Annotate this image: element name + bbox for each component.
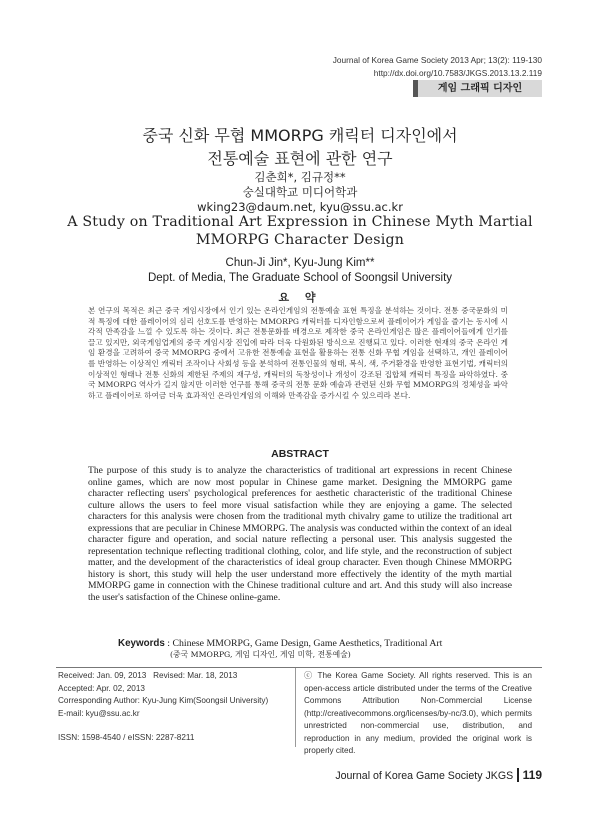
korean-summary: 본 연구의 목적은 최근 중국 게임시장에서 인기 있는 온라인게임의 전통예술 표현 특징을 분석하는 것이다. 전통 중국문화의 미적 특징에 대한 플레이어의 심리 선호도를 반영하는 MMORPG 캐릭터를 디자인함으로써 플레이어가 게임을 즐기는 동시에 시각적 만족감을 느낄 수 있도록 하는 것이다. 최근 전통문화를 배경으로 제작한 중국 온라인게임은 많은 플레이어들에게 인기를 끌고 있지만, 외국게임업계의 중국 게임시장 진입에 따라 더욱 다원화된 방식으로 진행되고 있다. 이러한 현재의 중국 온라인 게임 환경을 고려하여 중국 MMORPG 중에서 고유한 전통예술 표현을 활용하는 전통 신화 무협 게임을 선택하고, 개인 플레이어를 반영하는 이상적인 캐릭터 조작이나 사회성 등을 분석하여 전통인물의 형태, 복식, 색, 주거환경을 반영한 표현기법, 캐릭터의 이상적인 형태나 전통 신화의 제한된 주제의 재구성, 캐릭터의 독창성이나 개성이 강조된 집합체 캐릭터 특징을 파악하였다. 중국 MMORPG 역사가 길지 않지만 이러한 연구를 통해 중국의 전통 문화 예술과 관련된 신화 무협 MMORPG의 정체성을 파악하고 플레이어로 하여금 더욱 효과적인 온라인게임의 이해와 만족감을 증가시킬 수 있으리라 본다. xyxy=(88,306,508,400)
info-column-divider xyxy=(295,668,296,747)
korean-affiliation: 숭실대학교 미디어학과 xyxy=(242,185,358,199)
english-title-line1: A Study on Traditional Art Expression in Chinese Myth Martial xyxy=(67,214,533,230)
keywords-korean: (중국 MMORPG, 게임 디자인, 게임 미학, 전통예술) xyxy=(170,650,351,659)
corresponding-author: Corresponding Author: Kyu-Jung Kim(Soongsil University) xyxy=(58,696,269,705)
korean-authors: 김춘희*, 김규정** xyxy=(254,170,346,184)
english-authors: Chun-Ji Jin*, Kyu-Jung Kim** xyxy=(225,257,375,269)
korean-title xyxy=(0,124,600,170)
korean-authors-block xyxy=(0,170,600,215)
journal-citation: Journal of Korea Game Society 2013 Apr; 13(2): 119-130 xyxy=(332,55,542,65)
issn: ISSN: 1598-4540 / eISSN: 2287-8211 xyxy=(58,733,195,742)
journal-doi: http://dx.doi.org/10.7583/JKGS.2013.13.2.119 xyxy=(373,68,542,78)
page-footer xyxy=(335,768,542,782)
keywords-label: Keywords xyxy=(118,638,165,649)
summary-heading: 요 약 xyxy=(278,291,322,304)
english-title-line2: MMORPG Character Design xyxy=(195,232,405,248)
keywords-english: : Chinese MMORPG, Game Design, Game Aesthetics, Traditional Art xyxy=(167,638,443,649)
author-emails: wking23@daum.net, kyu@ssu.ac.kr xyxy=(197,200,403,214)
page-number: 119 xyxy=(522,768,542,782)
english-affiliation: Dept. of Media, The Graduate School of Soongsil University xyxy=(147,272,453,284)
corresponding-email: E-mail: kyu@ssu.ac.kr xyxy=(58,708,140,718)
received-dates: Received: Jan. 09, 2013 Revised: Mar. 18, 2013 xyxy=(58,671,238,680)
keywords-block xyxy=(118,638,538,660)
english-abstract: The purpose of this study is to analyze the characteristics of traditional art expressions in recent Chinese online games, which are now most popular in Chinese game market. Designing the MMORPG game character reflecting users' psychological preferences for aesthetic characteristic of the traditional Chinese culture allows the users to feel more visual satisfaction while they are enjoying a game. The selected characters for this analysis were chosen from the traditional myth chivalry game to utilize the traditional art expressions that are peculiar in Chinese MMORPG. The analysis was conducted within the context of an ideal character figure and operation, and social nature reflecting a personal user. This analysis suggested the representation technique reflecting traditional clothing, color, and life style, and the reconstruction of subject matter, and the development of the characteristics of ideal group character. Even though Chinese MMORPG history is short, this study will help the user understand more effectively the identity of the myth martial MMORPG game in connection with the Chinese traditional culture and art. And this study will also increase the user's satisfaction of the Chinese online-game. xyxy=(88,465,512,604)
license-text: ⓒ The Korea Game Society. All rights reserved. This is an open-access article distributed under the terms of the Creative Commons Attribution Non-Commercial License (http://creativecommons.org/licenses/by-nc/3.0), which permits unrestricted non-commercial use, distribution, and reproduction in any medium, provided the original work is properly cited. xyxy=(304,671,532,755)
english-title xyxy=(0,213,600,249)
section-tag: 게임 그래픽 디자인 xyxy=(413,80,542,97)
footer-separator xyxy=(517,768,519,782)
journal-header xyxy=(333,54,542,80)
footer-journal: Journal of Korea Game Society JKGS xyxy=(335,770,514,782)
english-authors-block xyxy=(0,256,600,286)
info-divider xyxy=(56,667,542,668)
accepted-date: Accepted: Apr. 02, 2013 xyxy=(58,683,145,693)
article-info xyxy=(58,670,293,745)
abstract-heading: ABSTRACT xyxy=(271,448,329,460)
korean-title-line1: 중국 신화 무협 MMORPG 캐릭터 디자인에서 xyxy=(142,126,458,145)
korean-title-line2: 전통예술 표현에 관한 연구 xyxy=(207,149,393,168)
